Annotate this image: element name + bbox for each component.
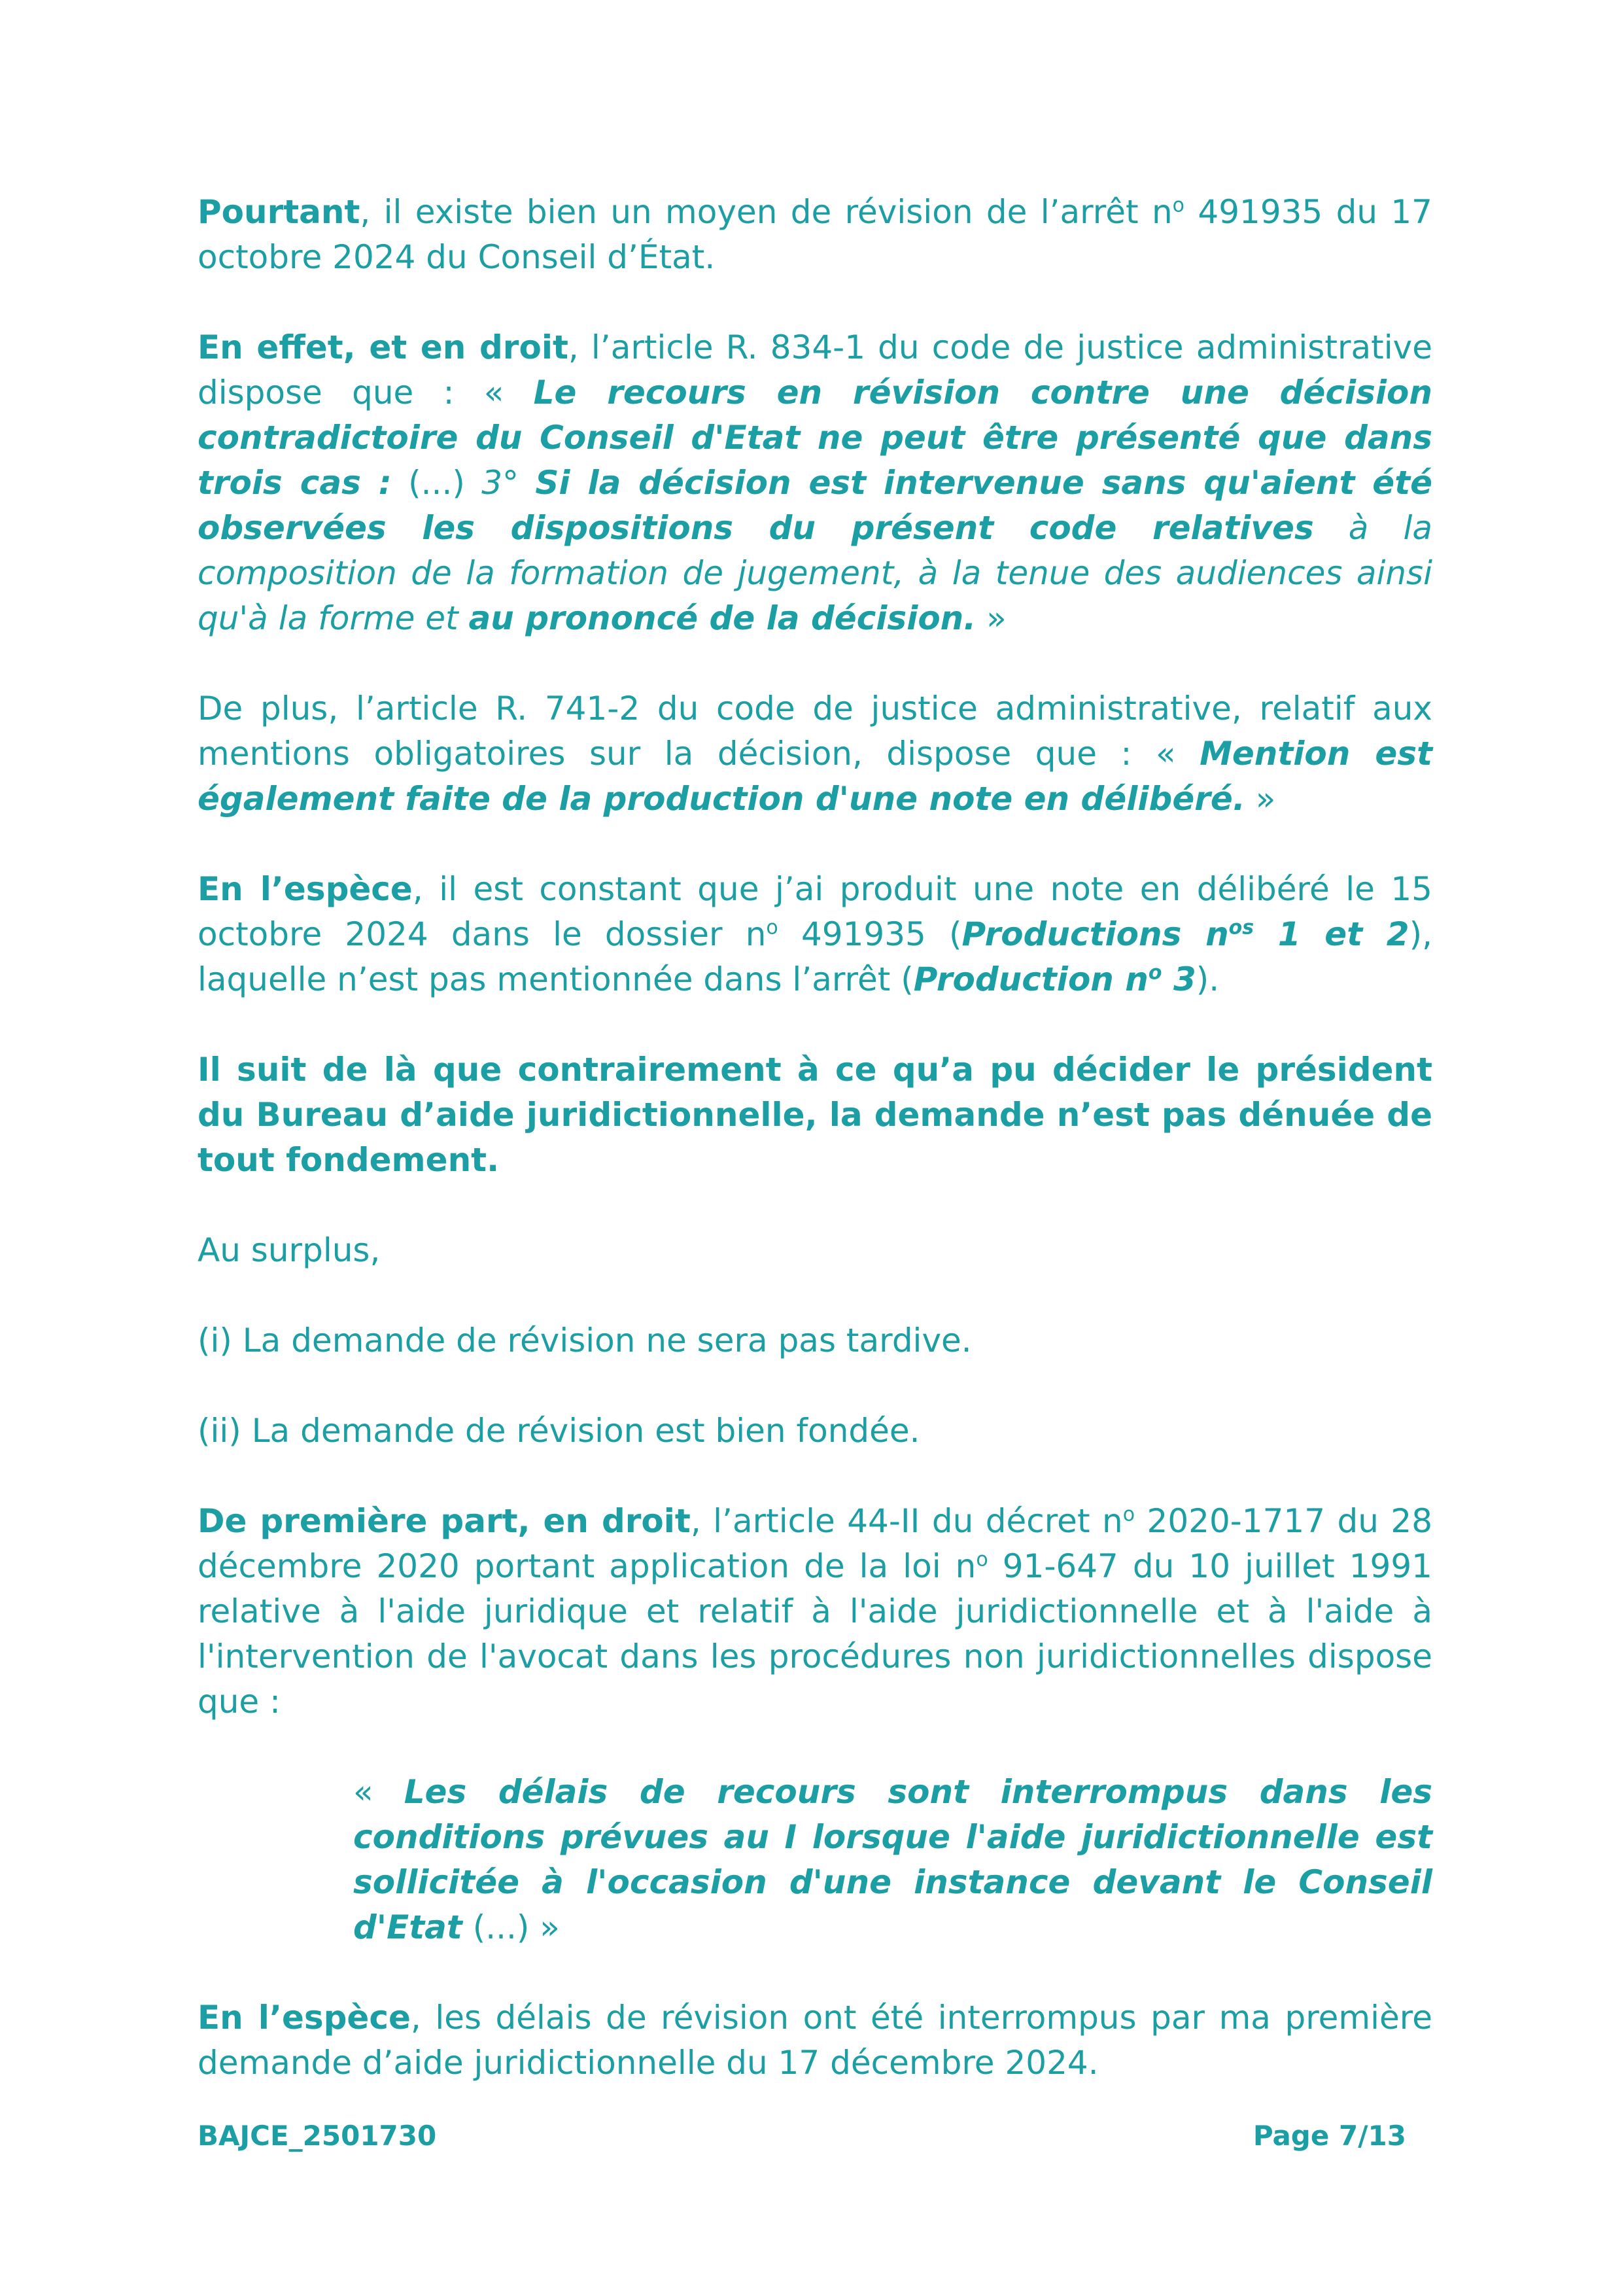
bold-text: De première part, en droit — [198, 1502, 691, 1540]
paragraph-p7 — [198, 1318, 1432, 1363]
paragraph-p6 — [198, 1228, 1432, 1273]
bold-text: En l’espèce — [198, 1999, 411, 2037]
bold-text: En effet, et en droit — [198, 328, 568, 366]
text-run: 91-647 du 10 juillet 1991 relative à l'aide juridique et relatif à l'aide juridictionnelle et à l'aide à l'intervention de l'avocat dans les procédures non juridictionnelles dispose que : — [198, 1547, 1432, 1721]
paragraph-p9 — [198, 1499, 1432, 1725]
text-run: , il est constant que j’ai produit une note en délibéré le 15 octobre 2024 dans le dossier n — [198, 870, 1432, 953]
text-run: De plus, l’article R. 741-2 du code de justice administrative, relatif aux mentions obligatoires sur la décision, dispose que : « — [198, 690, 1432, 773]
text-run: , l’article 44-II du décret n — [690, 1502, 1123, 1540]
quoted-emphasis: Le recours en révision contre une décision contradictoire du Conseil d'Etat ne peut être présenté que dans trois cas : — [198, 374, 1432, 502]
text-run: , il existe bien un moyen de révision de l’arrêt n — [360, 193, 1173, 231]
page-footer — [198, 2120, 1406, 2152]
bold-text: En l’espèce — [198, 870, 413, 908]
quoted-emphasis: Mention est également faite de la production d'une note en délibéré. — [198, 735, 1432, 818]
text-run: , les délais de révision ont été interrompus par ma première demande d’aide juridictionnelle du 17 décembre 2024. — [198, 1999, 1432, 2082]
text-run: » — [976, 599, 1007, 637]
quoted-emphasis: Productions n — [961, 915, 1229, 953]
block-quote — [353, 1770, 1432, 1950]
text-run: ). — [1196, 960, 1220, 998]
text-run: o — [766, 916, 778, 939]
quoted-emphasis: 1 et 2 — [1254, 915, 1409, 953]
text-run: , l’article R. 834-1 du code de justice administrative dispose que : « — [198, 328, 1432, 412]
document-reference: BAJCE_2501730 — [198, 2120, 437, 2152]
bold-text: Il suit de là que contrairement à ce qu’a pu décider le président du Bureau d’aide juridictionnelle, la demande n’est pas dénuée de tout fondement. — [198, 1051, 1432, 1179]
text-run: ), laquelle n’est pas mentionnée dans l’arrêt ( — [198, 915, 1432, 998]
quoted-emphasis: os — [1228, 916, 1254, 939]
paragraph-p5 — [198, 1047, 1432, 1183]
bold-text: Pourtant — [198, 193, 360, 231]
text-run: 491935 du 17 octobre 2024 du Conseil d’État. — [198, 193, 1432, 276]
text-run: (...) » — [462, 1908, 560, 1946]
text-run: 491935 ( — [778, 915, 962, 953]
italic-text: et — [415, 599, 469, 637]
paragraph-p3 — [198, 686, 1432, 822]
paragraph-p1 — [198, 190, 1432, 280]
text-run: Au surplus, — [198, 1231, 381, 1269]
quoted-emphasis: Si la décision est intervenue sans qu'aient été observées les dispositions du présent code relatives — [198, 464, 1433, 547]
paragraph-p11 — [198, 1995, 1432, 2086]
text-run: o — [1122, 1503, 1135, 1526]
text-run: (...) — [391, 464, 482, 502]
quoted-emphasis: au prononcé de la décision. — [468, 599, 976, 637]
quoted-emphasis: Production n — [913, 960, 1149, 998]
paragraph-p4 — [198, 867, 1432, 1002]
text-run: (ii) La demande de révision est bien fondée. — [198, 1412, 920, 1450]
document-body — [198, 190, 1432, 2131]
italic-text: 3° — [481, 464, 536, 502]
text-run: 2020-1717 du 28 décembre 2020 portant application de la loi n — [198, 1502, 1433, 1585]
quoted-emphasis: o — [1148, 961, 1162, 985]
quoted-emphasis: 3 — [1162, 960, 1196, 998]
text-run: « — [353, 1773, 404, 1811]
text-run: (i) La demande de révision ne sera pas tardive. — [198, 1322, 972, 1359]
paragraph-p2 — [198, 325, 1432, 641]
text-run: o — [976, 1548, 988, 1571]
paragraph-p8 — [198, 1409, 1432, 1454]
page-number: Page 7/13 — [1253, 2120, 1406, 2152]
text-run: o — [1172, 194, 1185, 217]
text-run: » — [1245, 780, 1276, 818]
italic-text: à la composition de la formation de jugement, à la tenue des audiences ainsi qu'à la forme — [198, 509, 1432, 637]
quoted-emphasis: Les délais de recours sont interrompus dans les conditions prévues au I lorsque l'aide juridictionnelle est sollicitée à l'occasion d'une instance devant le Conseil d'Etat — [353, 1773, 1433, 1946]
